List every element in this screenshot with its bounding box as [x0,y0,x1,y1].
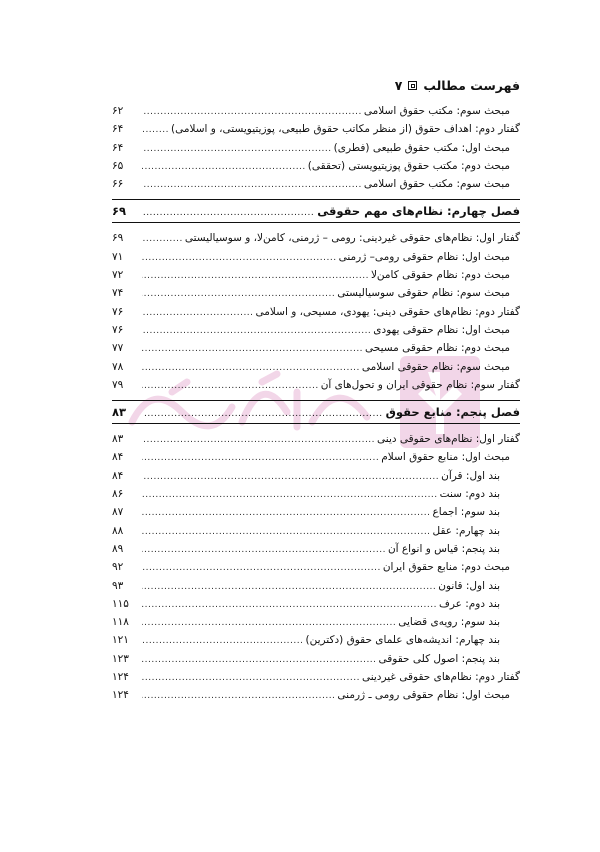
toc-page-number: ۷۶ [112,323,124,336]
toc-page-number: ۸۴ [112,451,124,464]
toc-entry-title: بند پنجم: اصول کلی حقوقی [378,652,500,665]
toc-entry-title: مبحث دوم: نظام حقوقی کامن‌لا [370,269,510,282]
toc-page-number: ۱۲۴ [112,671,129,684]
toc-dot-leader [142,468,439,486]
toc-dot-leader [142,651,377,669]
toc-entry-title: مبحث اول: مکتب حقوق طبیعی (فطری) [333,141,510,154]
toc-entry-title: بند اول: قانون [438,579,500,592]
toc-page-number: ۱۲۱ [112,634,129,647]
toc-entry [112,448,520,466]
toc-entry-title: بند سوم: اجماع [432,506,500,519]
toc-dot-leader [142,431,375,449]
toc-entry [112,229,520,247]
toc-page-number: ۶۹ [112,204,127,219]
toc-dot-leader [142,140,332,158]
toc-page-number: ۹۳ [112,579,124,592]
toc-dot-leader [142,121,169,139]
toc-entry [112,175,520,193]
square-box-icon [408,81,417,90]
header-title: فهرست مطالب [423,78,520,93]
toc-dot-leader [142,103,362,121]
toc-dot-leader [142,504,431,522]
toc-entry-title: مبحث دوم: منابع حقوق ایران [382,561,510,574]
toc-page-number: ۶۶ [112,178,124,191]
toc-chapter-heading [112,199,520,223]
toc-entry [112,467,520,485]
toc-entry-title: گفتار دوم: نظام‌های حقوقی غیردینی [361,671,520,684]
toc-entry [112,339,520,357]
toc-entry-title: بند چهارم: عقل [432,524,500,537]
toc-entry-title: مبحث دوم: مکتب حقوق پوزیتیویستی (تحققی) [307,159,510,172]
toc-page-number: ۸۳ [112,433,124,446]
toc-entry-title: مبحث اول: نظام حقوقی یهودی [373,323,510,336]
toc-entry-title: بند اول: قرآن [441,469,500,482]
toc-page-number: ۷۱ [112,250,124,263]
toc-chapter-heading [112,400,520,424]
toc-entry-title: مبحث سوم: مکتب حقوق اسلامی [363,105,510,117]
toc-dot-leader [142,322,371,340]
toc-entry [112,540,520,558]
toc-entry-title: گفتار دوم: اهداف حقوق (از منظر مکاتب حقوق طبیعی، پوزیتیویستی، و اسلامی) [170,123,520,136]
toc-entry-title: مبحث اول: نظام حقوقی رومی– ژرمنی [338,250,510,263]
toc-dot-leader [142,578,436,596]
toc-entry-title: گفتار دوم: نظام‌های حقوقی دینی: یهودی، مسیحی، و اسلامی [255,305,520,318]
toc-entry [112,686,520,704]
toc-page-number: ۷۶ [112,305,124,318]
toc-dot-leader [142,267,369,285]
toc-dot-leader [142,541,386,559]
toc-entry [112,321,520,339]
toc-entry [112,522,520,540]
toc-page-number: ۸۷ [112,506,124,519]
toc-dot-leader [143,403,383,425]
toc-page-number: ۸۶ [112,488,124,501]
toc-entry [112,631,520,649]
toc-page-number: ۱۱۸ [112,616,129,629]
toc-page-number: ۸۹ [112,542,124,555]
toc-entry-title: مبحث اول: نظام حقوقی رومی ـ ژرمنی [337,689,510,702]
toc-page-number: ۷۸ [112,360,124,373]
toc-dot-leader [142,377,319,395]
toc-page-number: ۶۴ [112,123,124,136]
header-page-number: ۷ [394,78,403,93]
toc-entry [112,266,520,284]
toc-page-number: ۹۲ [112,561,124,574]
toc-page-number: ۶۴ [112,141,124,154]
toc-entry [112,595,520,613]
toc-dot-leader [142,249,337,267]
toc-entry-title: مبحث سوم: مکتب حقوق اسلامی [363,178,510,191]
toc-entry-title: گفتار سوم: نظام حقوقی ایران و تحول‌های آن [320,378,520,391]
toc-entry-title: بند سوم: رویه‌ی قضایی [398,616,500,629]
toc-entry [112,430,520,448]
toc-entry-title: مبحث دوم: نظام حقوقی مسیحی [365,342,510,355]
toc-dot-leader [142,523,431,541]
toc-entry-title: بند دوم: سنت [439,488,500,501]
toc-page-number: ۸۳ [112,405,127,420]
toc-entry [112,650,520,668]
toc-dot-leader [142,340,363,358]
toc-entry [112,248,520,266]
table-of-contents [112,102,520,705]
toc-dot-leader [142,614,396,632]
toc-dot-leader [142,486,438,504]
toc-dot-leader [142,359,360,377]
toc-entry [112,358,520,376]
running-header [395,78,520,93]
toc-entry [112,303,520,321]
toc-entry [112,503,520,521]
toc-page-number: ۷۹ [112,378,124,391]
toc-entry-title: بند پنجم: قیاس و انواع آن [387,542,500,555]
toc-page-number: ۶۹ [112,232,124,245]
toc-entry [112,376,520,394]
toc-entry [112,120,520,138]
toc-dot-leader [142,230,183,248]
toc-dot-leader [142,596,437,614]
toc-entry [112,485,520,503]
toc-dot-leader [142,669,360,687]
toc-entry [112,284,520,302]
toc-page-number: ۷۷ [112,342,124,355]
toc-entry-title: بند چهارم: اندیشه‌های علمای حقوق (دکترین) [305,634,500,647]
toc-entry-title: مبحث سوم: نظام حقوقی سوسیالیستی [337,287,510,300]
toc-page-number: ۸۸ [112,524,124,537]
toc-page-number: ۱۱۵ [112,597,129,610]
toc-entry [112,558,520,576]
toc-entry [112,102,520,120]
toc-entry [112,577,520,595]
toc-entry [112,613,520,631]
toc-dot-leader [142,559,381,577]
toc-page-number: ۸۴ [112,469,124,482]
toc-dot-leader [142,176,362,194]
toc-page-number: ۷۲ [112,269,124,282]
toc-dot-leader [142,304,254,322]
toc-entry-title: گفتار اول: نظام‌های حقوقی دینی [377,433,520,446]
toc-entry-title: فصل چهارم: نظام‌های مهم حقوقی [317,204,520,219]
toc-dot-leader [142,158,306,176]
toc-dot-leader [142,632,303,650]
toc-entry-title: مبحث سوم: نظام حقوقی اسلامی [361,360,510,373]
toc-entry [112,157,520,175]
toc-page-number: ۶۵ [112,159,124,172]
toc-page-number: ۶۲ [112,105,124,117]
toc-entry-title: گفتار اول: نظام‌های حقوقی غیردینی: رومی – ژرمنی، کامن‌لا، و سوسیالیستی [184,232,520,245]
toc-page-number: ۱۲۴ [112,689,129,702]
toc-dot-leader [143,202,314,224]
toc-entry-title: مبحث اول: منابع حقوق اسلام [381,451,510,464]
toc-page-number: ۱۲۳ [112,652,129,665]
toc-page-number: ۷۴ [112,287,124,300]
toc-entry [112,668,520,686]
toc-dot-leader [142,285,335,303]
toc-entry-title: فصل پنجم: منابع حقوق [385,405,520,420]
toc-entry-title: بند دوم: عرف [438,597,500,610]
toc-dot-leader [142,687,335,705]
toc-entry [112,139,520,157]
toc-dot-leader [142,449,379,467]
